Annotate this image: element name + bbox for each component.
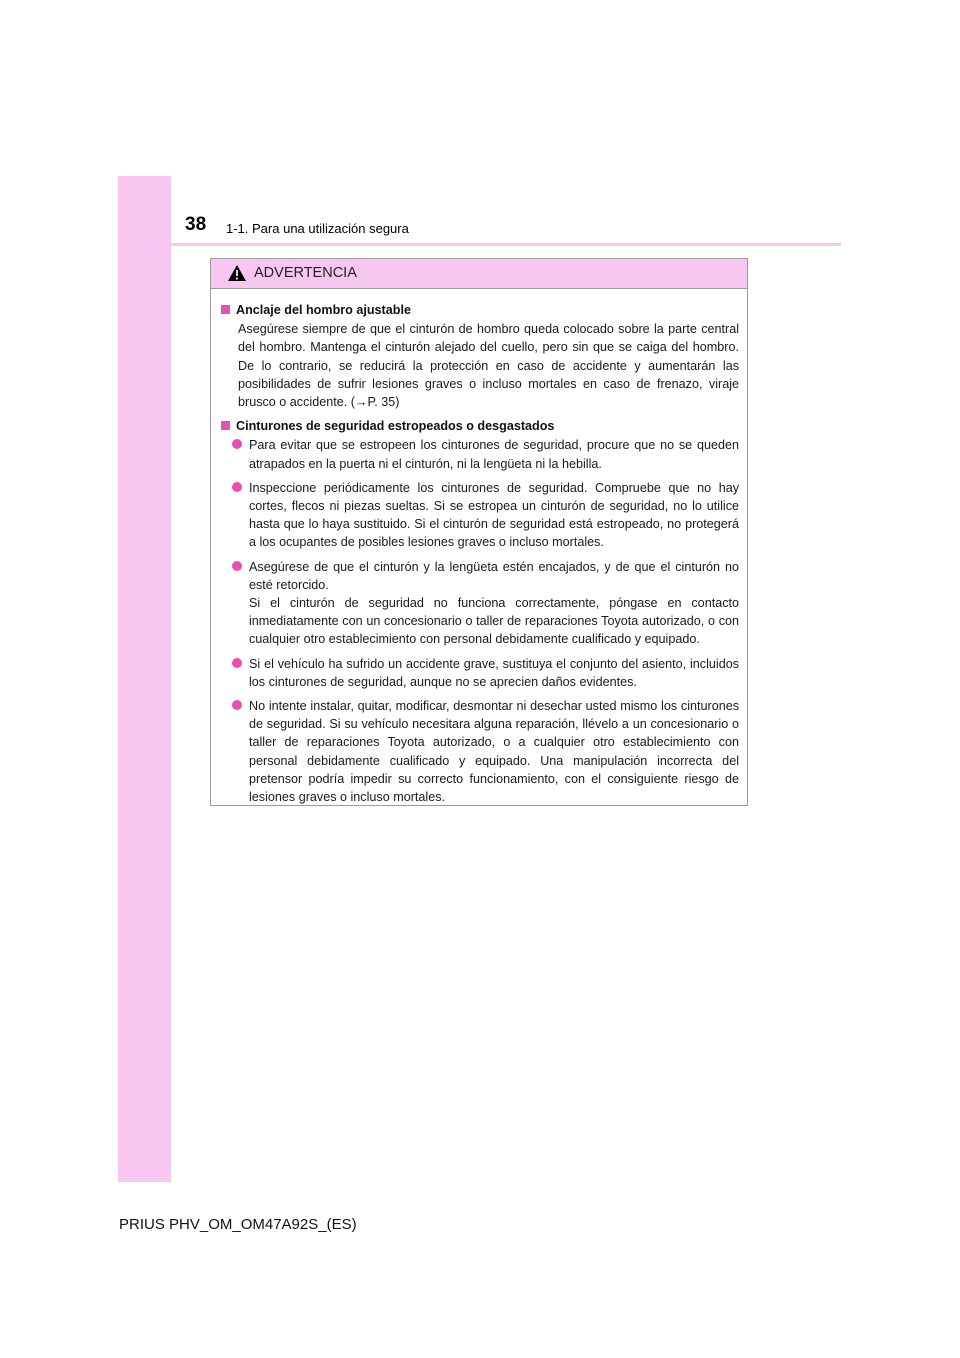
round-bullet-icon: [232, 482, 242, 492]
warning-header: [211, 259, 747, 289]
section-heading-text: Anclaje del hombro ajustable: [236, 303, 411, 317]
round-bullet-icon: [232, 439, 242, 449]
list-item: [232, 479, 739, 552]
list-item-text: Inspeccione periódicamente los cinturones de seguridad. Compruebe que no hay cortes, flecos ni piezas sueltas. Si se estropea un cinturón de seguridad, no lo utilice hasta que lo haya sustituido. Si el cinturón de seguridad está estropeado, no protegerá a los ocupantes de posibles lesiones graves o incluso mortales.: [249, 480, 739, 550]
warning-body: [211, 289, 747, 806]
list-item-text: Para evitar que se estropeen los cinturones de seguridad, procure que no se queden atrapados en la puerta ni el cinturón, ni la lengüeta ni la hebilla.: [249, 438, 739, 471]
header-rule: [118, 243, 841, 246]
list-item-text: [249, 558, 739, 649]
square-bullet-icon: [221, 421, 230, 430]
round-bullet-icon: [232, 658, 242, 668]
list-item-text-extra: Si el cinturón de seguridad no funciona correctamente, póngase en contacto inmediatamente con un concesionario o taller de reparaciones Toyota autorizado, o con cualquier otro establecimiento con personal debidamente cualificado y equipado.: [249, 596, 739, 647]
square-bullet-icon: [221, 305, 230, 314]
round-bullet-icon: [232, 700, 242, 710]
section-heading: [219, 301, 739, 319]
section-title: 1-1. Para una utilización segura: [226, 221, 409, 236]
section-heading-text: Cinturones de seguridad estropeados o desgastados: [236, 419, 555, 434]
list-item-text: No intente instalar, quitar, modificar, desmontar ni desechar usted mismo los cinturones de seguridad. Si su vehículo necesitara alguna reparación, llévelo a un concesionario o taller de reparaciones Toyota autorizado, o a cualquier otro establecimiento con personal debidamente cualificado y equipado. Una manipulación incorrecta del pretensor podría impedir su correcto funcionamiento, con el consiguiente riesgo de lesiones graves o incluso mortales.: [249, 699, 739, 805]
list-item: [232, 558, 739, 649]
warning-box: [210, 258, 748, 806]
list-item: [232, 697, 739, 806]
footer-document-code: PRIUS PHV_OM_OM47A92S_(ES): [119, 1216, 357, 1233]
warning-title: ADVERTENCIA: [254, 265, 357, 281]
list-item-text: Si el vehículo ha sufrido un accidente grave, sustituya el conjunto del asiento, incluidos los cinturones de seguridad, aunque no se aprecien daños evidentes.: [249, 656, 739, 689]
warning-triangle-icon: [227, 264, 247, 282]
section-heading: [219, 417, 739, 435]
list-item: [232, 655, 739, 691]
round-bullet-icon: [232, 561, 242, 571]
page-number: 38: [185, 214, 207, 235]
side-tab-bar: [118, 176, 171, 1182]
list-item: [232, 436, 739, 472]
list-item-text-line: Asegúrese de que el cinturón y la lengüeta estén encajados, y de que el cinturón no esté retorcido.: [249, 559, 739, 592]
section-paragraph: Asegúrese siempre de que el cinturón de hombro queda colocado sobre la parte central del hombro. Mantenga el cinturón alejado del cuello, pero sin que se caiga del hombro. De lo contrario, se reducirá la protección en caso de accidente y aumentarán las posibilidades de sufrir lesiones graves o incluso mortales en caso de frenazo, viraje brusco o accidente. (→P. 35): [238, 322, 739, 410]
